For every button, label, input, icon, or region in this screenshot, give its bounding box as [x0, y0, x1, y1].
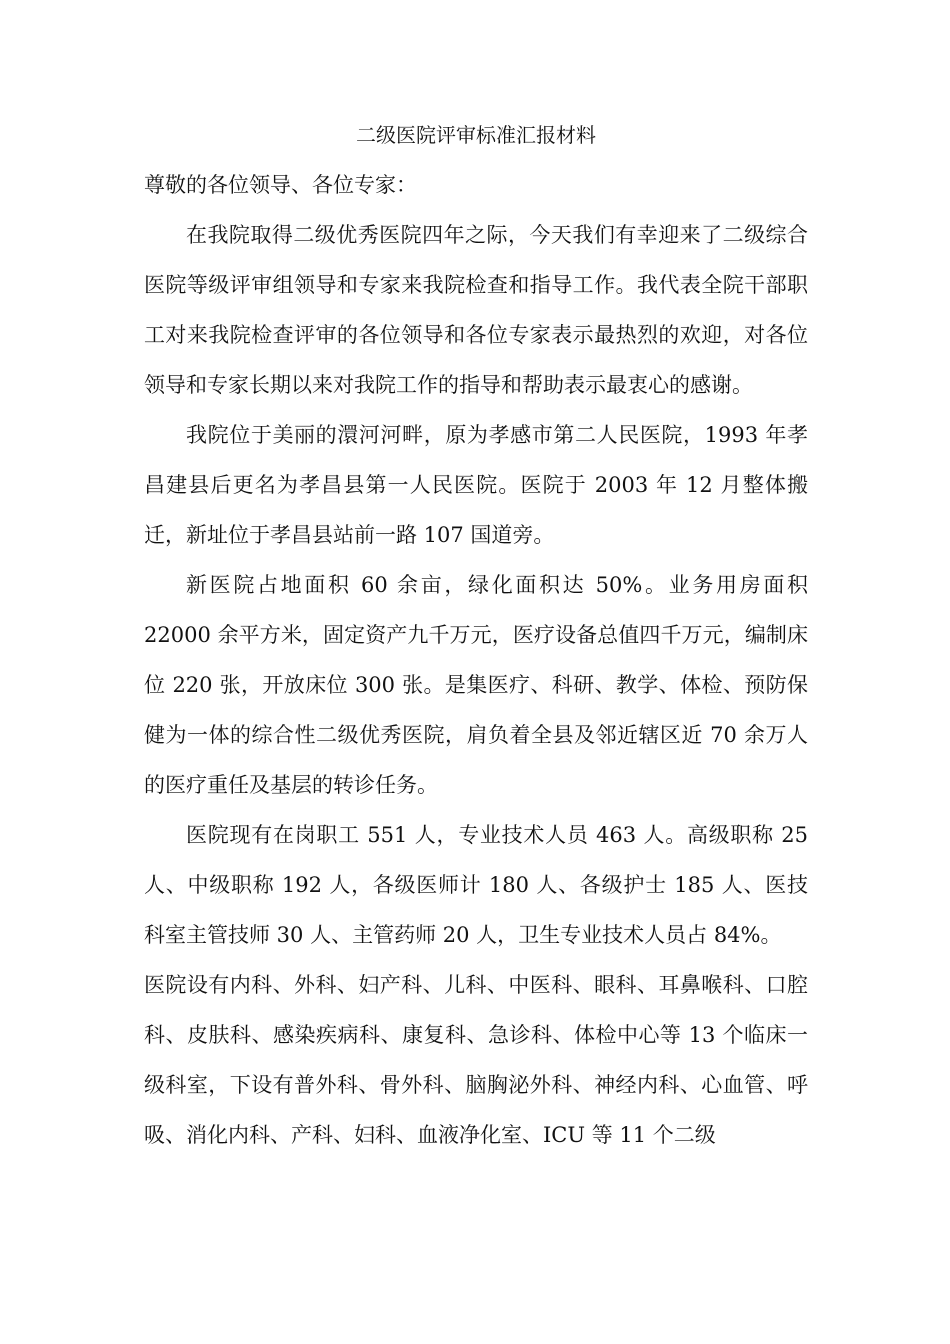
- paragraph-staff: 医院现有在岗职工 551 人，专业技术人员 463 人。高级职称 25 人、中级职称 192 人，各级医师计 180 人、各级护士 185 人、医技科室主管技师 30 人、主管药师 20 人，卫生专业技术人员占 84%。: [144, 823, 808, 947]
- paragraph-facilities: 新医院占地面积 60 余亩，绿化面积达 50%。业务用房面积 22000 余平方米，固定资产九千万元，医疗设备总值四千万元，编制床位 220 张，开放床位 300 张。是集医疗、科研、教学、体检、预防保健为一体的综合性二级优秀医院，肩负着全县及邻近辖区近 70 余万人的医疗重任及基层的转诊任务。: [144, 573, 808, 797]
- paragraph-departments: 医院设有内科、外科、妇产科、儿科、中医科、眼科、耳鼻喉科、口腔科、皮肤科、感染疾病科、康复科、急诊科、体检中心等 13 个临床一级科室，下设有普外科、骨外科、脑胸泌外科、神经内科、心血管、呼吸、消化内科、产科、妇科、血液净化室、ICU 等 11 个二级: [144, 973, 808, 1147]
- salutation: 尊敬的各位领导、各位专家：: [144, 173, 417, 197]
- document-body: [144, 110, 808, 1160]
- document-title: 二级医院评审标准汇报材料: [356, 123, 596, 147]
- paragraph-welcome: 在我院取得二级优秀医院四年之际，今天我们有幸迎来了二级综合医院等级评审组领导和专家来我院检查和指导工作。我代表全院干部职工对来我院检查评审的各位领导和各位专家表示最热烈的欢迎，对各位领导和专家长期以来对我院工作的指导和帮助表示最衷心的感谢。: [144, 223, 808, 397]
- paragraph-location: 我院位于美丽的澴河河畔，原为孝感市第二人民医院，1993 年孝昌建县后更名为孝昌县第一人民医院。医院于 2003 年 12 月整体搬迁，新址位于孝昌县站前一路 107 国道旁。: [144, 423, 808, 547]
